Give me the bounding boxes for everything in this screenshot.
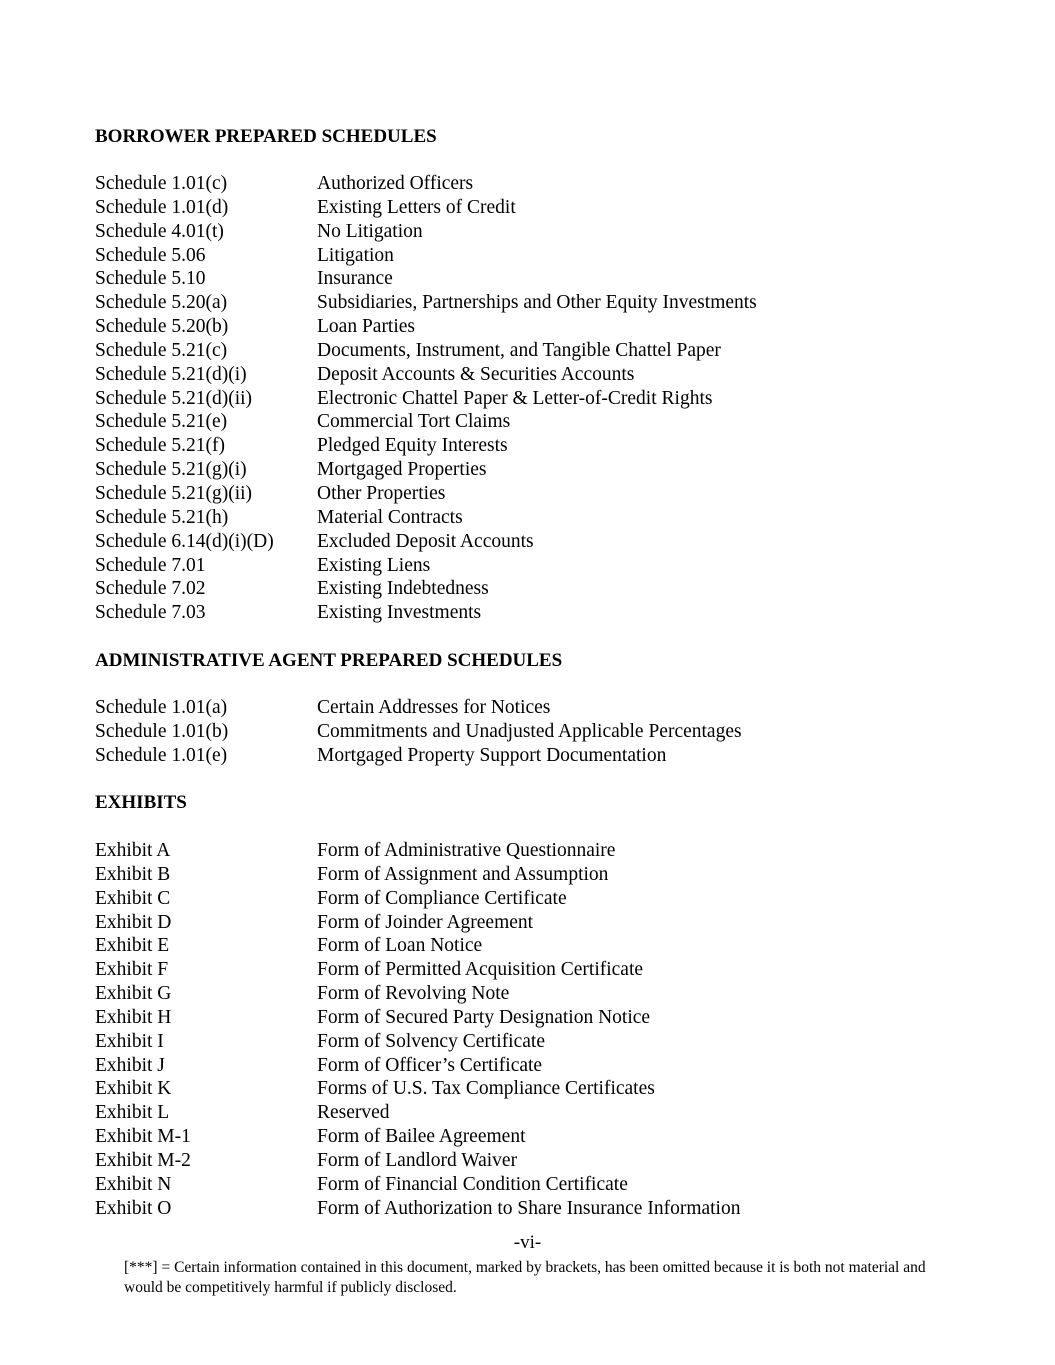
- item-reference: Exhibit M-2: [95, 1149, 191, 1171]
- item-title: Form of Landlord Waiver: [317, 1149, 518, 1171]
- item-title: Existing Letters of Credit: [317, 196, 516, 218]
- item-title: Electronic Chattel Paper & Letter-of-Credit Rights: [317, 387, 713, 409]
- item-reference: Schedule 7.03: [95, 602, 206, 624]
- item-reference: Exhibit E: [95, 935, 170, 957]
- item-reference: Exhibit A: [95, 840, 171, 861]
- item-title: Existing Indebtedness: [317, 578, 489, 600]
- item-title: Form of Loan Notice: [317, 935, 483, 957]
- item-reference: Schedule 7.02: [95, 578, 206, 600]
- item-reference: Schedule 5.21(h): [95, 506, 229, 528]
- item-title: Forms of U.S. Tax Compliance Certificates: [317, 1078, 655, 1100]
- item-title: Form of Compliance Certificate: [317, 887, 567, 909]
- item-title: No Litigation: [317, 220, 423, 242]
- item-title: Form of Joinder Agreement: [317, 911, 534, 933]
- item-reference: Exhibit O: [95, 1197, 172, 1219]
- item-title: Existing Liens: [317, 554, 431, 576]
- borrower-schedules-heading: BORROWER PREPARED SCHEDULES: [95, 126, 437, 147]
- exhibits-heading: EXHIBITS: [95, 792, 187, 813]
- item-title: Loan Parties: [317, 316, 416, 338]
- item-title: Form of Financial Condition Certificate: [317, 1173, 628, 1195]
- item-reference: Schedule 1.01(d): [95, 196, 229, 218]
- item-reference: Schedule 5.20(a): [95, 292, 228, 314]
- item-title: Excluded Deposit Accounts: [317, 530, 534, 552]
- item-reference: Exhibit L: [95, 1102, 170, 1124]
- admin-agent-schedules-heading: ADMINISTRATIVE AGENT PREPARED SCHEDULES: [95, 650, 563, 671]
- item-reference: Exhibit B: [95, 863, 171, 885]
- item-title: Documents, Instrument, and Tangible Chattel Paper: [317, 339, 721, 361]
- item-reference: Schedule 5.21(f): [95, 435, 225, 457]
- item-reference: Exhibit I: [95, 1030, 164, 1052]
- item-title: Material Contracts: [317, 506, 463, 528]
- item-reference: Schedule 1.01(a): [95, 697, 228, 718]
- item-reference: Schedule 5.21(g)(ii): [95, 482, 253, 504]
- item-reference: Schedule 6.14(d)(i)(D): [95, 530, 274, 552]
- confidentiality-footnote: [***] = Certain information contained in this document, marked by brackets, has been omitted because it is both not material and would be competitively harmful if publicly disclosed.: [124, 1259, 926, 1296]
- item-reference: Schedule 5.21(g)(i): [95, 459, 247, 481]
- item-title: Form of Assignment and Assumption: [317, 863, 609, 885]
- item-reference: Exhibit F: [95, 959, 169, 981]
- item-title: Mortgaged Property Support Documentation: [317, 744, 667, 766]
- item-title: Form of Officer’s Certificate: [317, 1054, 543, 1076]
- item-reference: Exhibit N: [95, 1173, 172, 1195]
- item-reference: Exhibit K: [95, 1078, 172, 1100]
- item-reference: Schedule 5.21(e): [95, 411, 228, 433]
- item-reference: Schedule 5.10: [95, 268, 206, 290]
- item-reference: Schedule 1.01(c): [95, 173, 228, 194]
- item-reference: Schedule 4.01(t): [95, 220, 224, 242]
- item-reference: Schedule 5.20(b): [95, 316, 229, 338]
- item-reference: Schedule 5.21(d)(i): [95, 363, 247, 385]
- item-title: Commitments and Unadjusted Applicable Percentages: [317, 720, 742, 742]
- item-title: Insurance: [317, 268, 393, 290]
- item-reference: Exhibit M-1: [95, 1126, 191, 1148]
- item-reference: Exhibit D: [95, 911, 172, 933]
- item-reference: Schedule 1.01(b): [95, 720, 229, 742]
- item-reference: Schedule 7.01: [95, 554, 206, 576]
- item-title: Pledged Equity Interests: [317, 435, 508, 457]
- page-number: -vi-: [513, 1232, 542, 1253]
- item-reference: Exhibit G: [95, 983, 172, 1005]
- item-title: Existing Investments: [317, 602, 482, 624]
- item-reference: Exhibit C: [95, 887, 171, 909]
- item-title: Form of Authorization to Share Insurance Information: [317, 1197, 741, 1219]
- item-reference: Schedule 5.21(c): [95, 339, 228, 361]
- item-title: Deposit Accounts & Securities Accounts: [317, 363, 635, 385]
- item-reference: Schedule 1.01(e): [95, 744, 228, 766]
- item-title: Form of Administrative Questionnaire: [317, 840, 616, 861]
- item-title: Form of Solvency Certificate: [317, 1030, 545, 1052]
- item-reference: Schedule 5.21(d)(ii): [95, 387, 253, 409]
- item-title: Subsidiaries, Partnerships and Other Equity Investments: [317, 292, 757, 314]
- item-title: Mortgaged Properties: [317, 459, 487, 481]
- item-title: Form of Secured Party Designation Notice: [317, 1006, 651, 1028]
- item-reference: Schedule 5.06: [95, 244, 206, 266]
- item-title: Form of Bailee Agreement: [317, 1126, 526, 1148]
- item-title: Authorized Officers: [317, 173, 474, 194]
- item-title: Commercial Tort Claims: [317, 411, 511, 433]
- item-title: Form of Revolving Note: [317, 983, 510, 1005]
- item-title: Other Properties: [317, 482, 446, 504]
- item-reference: Exhibit J: [95, 1054, 165, 1076]
- item-title: Certain Addresses for Notices: [317, 697, 551, 718]
- item-title: Litigation: [317, 244, 394, 266]
- item-title: Form of Permitted Acquisition Certificate: [317, 959, 644, 981]
- item-title: Reserved: [317, 1102, 390, 1124]
- item-reference: Exhibit H: [95, 1006, 172, 1028]
